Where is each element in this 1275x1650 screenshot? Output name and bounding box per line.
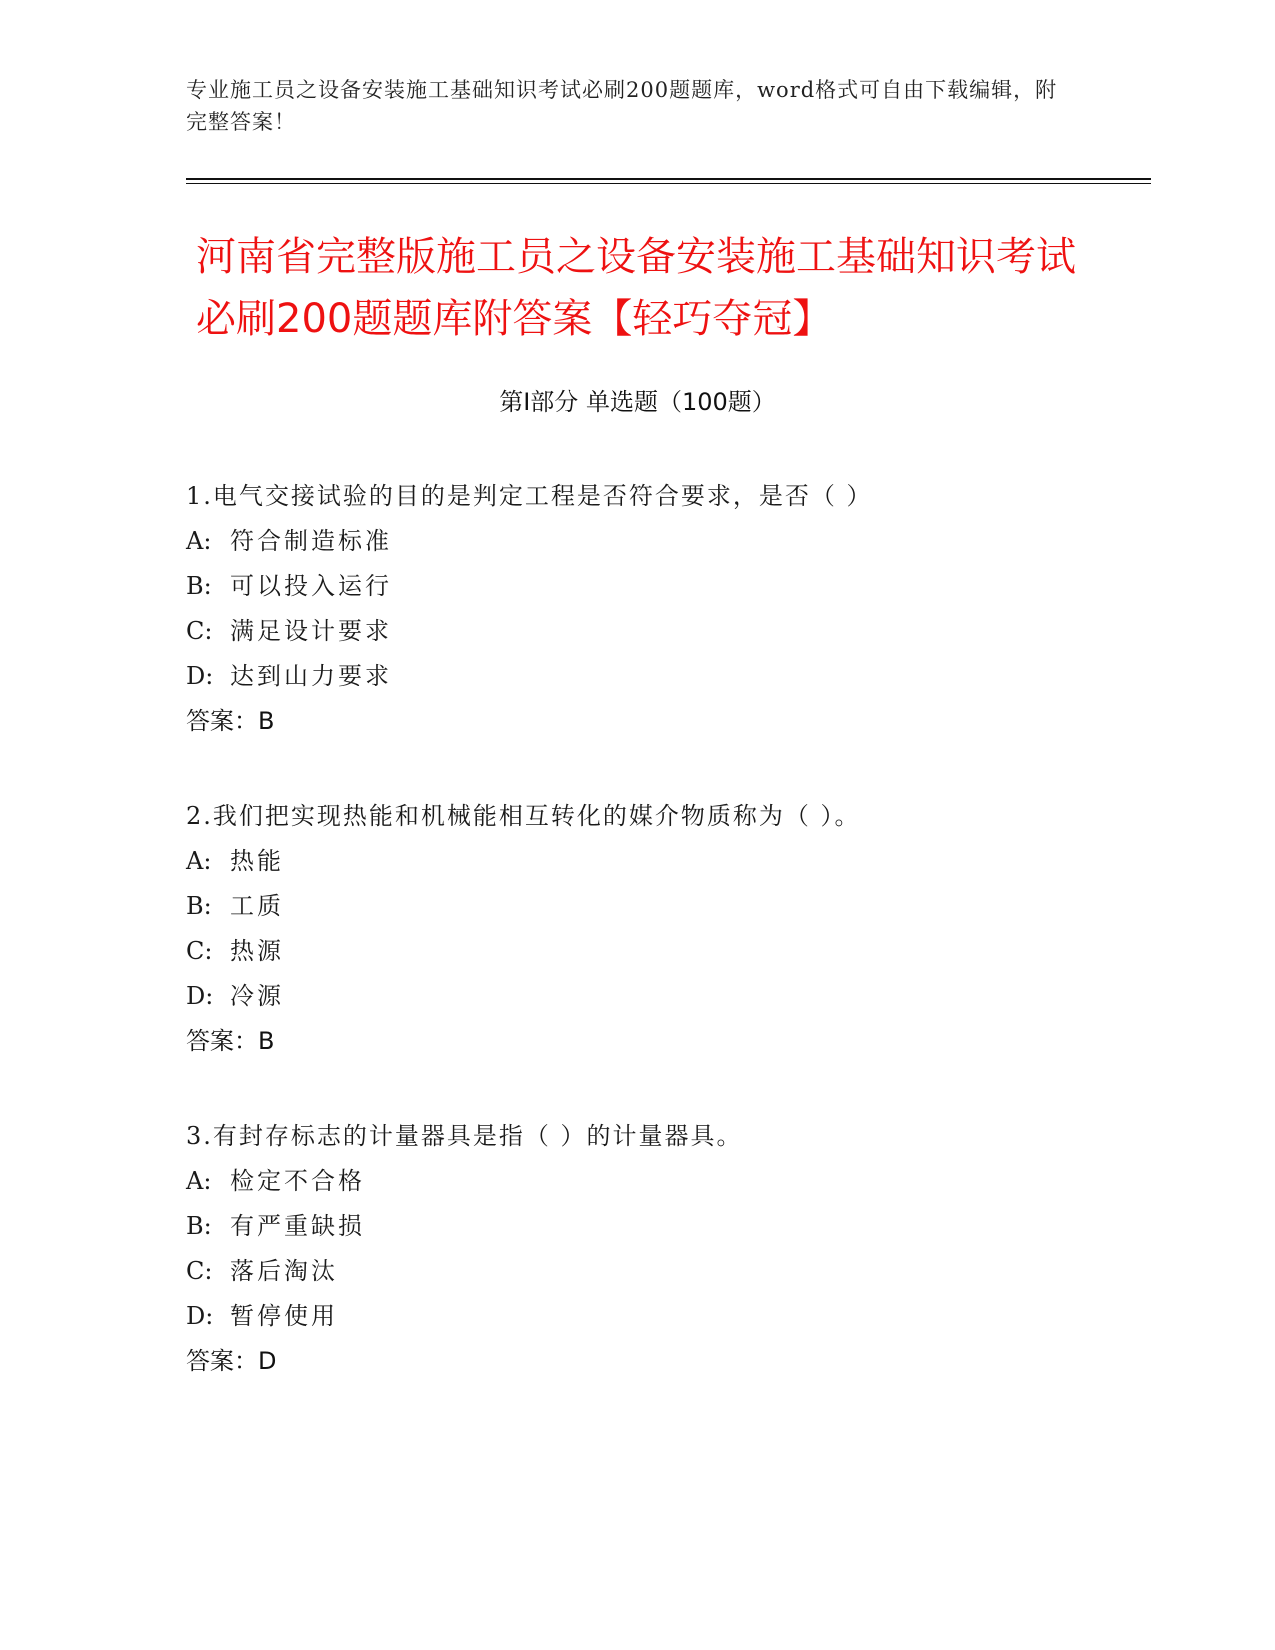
answer bbox=[186, 1339, 1146, 1384]
option-key: B: bbox=[186, 572, 212, 600]
option-text: 冷源 bbox=[230, 982, 284, 1010]
option-a bbox=[186, 1159, 1146, 1204]
answer-prefix: 答案： bbox=[186, 1027, 258, 1055]
option-text: 落后淘汰 bbox=[230, 1257, 338, 1285]
option-a bbox=[186, 519, 1146, 564]
question-2 bbox=[186, 794, 1146, 1064]
option-key: D: bbox=[186, 982, 214, 1010]
question-1 bbox=[186, 474, 1146, 744]
question-list bbox=[186, 474, 1146, 1434]
question-text: 3.有封存标志的计量器具是指（ ）的计量器具。 bbox=[186, 1122, 743, 1150]
question-text: 2.我们把实现热能和机械能相互转化的媒介物质称为（ ）。 bbox=[186, 802, 861, 830]
question-text: 1.电气交接试验的目的是判定工程是否符合要求，是否（ ） bbox=[186, 482, 873, 510]
option-c bbox=[186, 1249, 1146, 1294]
option-b bbox=[186, 1204, 1146, 1249]
header-note: 专业施工员之设备安装施工基础知识考试必刷200题题库，word格式可自由下载编辑，附完整答案！ bbox=[186, 78, 1058, 134]
option-a bbox=[186, 839, 1146, 884]
option-d bbox=[186, 974, 1146, 1019]
answer-value: B bbox=[258, 1027, 275, 1055]
option-key: A: bbox=[186, 847, 212, 875]
answer bbox=[186, 699, 1146, 744]
option-key: A: bbox=[186, 1167, 212, 1195]
option-text: 暂停使用 bbox=[230, 1302, 338, 1330]
option-key: B: bbox=[186, 892, 212, 920]
option-b bbox=[186, 564, 1146, 609]
answer-prefix: 答案： bbox=[186, 1347, 258, 1375]
option-text: 可以投入运行 bbox=[230, 572, 392, 600]
option-b bbox=[186, 884, 1146, 929]
option-text: 有严重缺损 bbox=[230, 1212, 365, 1240]
option-c bbox=[186, 609, 1146, 654]
answer-value: B bbox=[258, 707, 275, 735]
option-key: C: bbox=[186, 1257, 213, 1285]
answer-value: D bbox=[258, 1347, 277, 1375]
header-divider-thick bbox=[186, 178, 1151, 180]
option-key: C: bbox=[186, 617, 213, 645]
option-text: 检定不合格 bbox=[230, 1167, 365, 1195]
option-text: 热能 bbox=[230, 847, 284, 875]
section-heading: 第I部分 单选题（100题） bbox=[499, 388, 776, 416]
option-text: 工质 bbox=[230, 892, 284, 920]
header-divider-thin bbox=[186, 183, 1151, 184]
option-text: 满足设计要求 bbox=[230, 617, 392, 645]
answer-prefix: 答案： bbox=[186, 707, 258, 735]
option-text: 符合制造标准 bbox=[230, 527, 392, 555]
option-key: D: bbox=[186, 662, 214, 690]
option-c bbox=[186, 929, 1146, 974]
option-text: 达到山力要求 bbox=[230, 662, 392, 690]
option-key: A: bbox=[186, 527, 212, 555]
answer bbox=[186, 1019, 1146, 1064]
document-title: 河南省完整版施工员之设备安装施工基础知识考试必刷200题题库附答案【轻巧夺冠】 bbox=[196, 234, 1076, 342]
option-key: D: bbox=[186, 1302, 214, 1330]
question-3 bbox=[186, 1114, 1146, 1384]
option-key: B: bbox=[186, 1212, 212, 1240]
option-key: C: bbox=[186, 937, 213, 965]
option-d bbox=[186, 1294, 1146, 1339]
option-text: 热源 bbox=[230, 937, 284, 965]
option-d bbox=[186, 654, 1146, 699]
